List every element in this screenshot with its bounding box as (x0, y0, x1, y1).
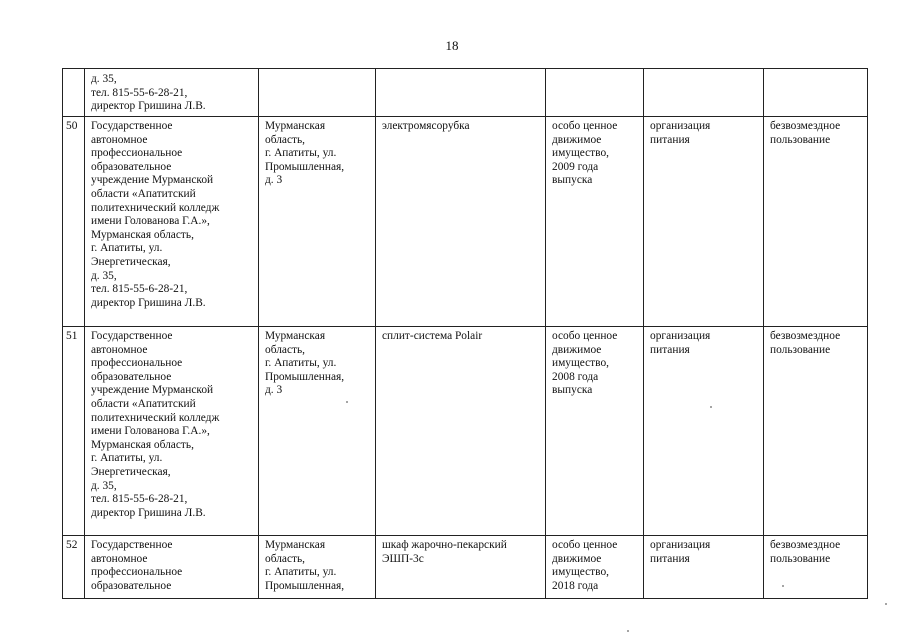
cell-line: профессиональное (91, 147, 183, 160)
category-cell (552, 539, 617, 593)
purpose-cell (650, 539, 710, 566)
cell-line: выпуска (552, 174, 593, 187)
right-cell (770, 330, 840, 357)
cell-line: особо ценное (552, 539, 618, 551)
cell-line: автономное (91, 343, 148, 356)
property-cell (382, 539, 507, 566)
cell-line: имущество, (552, 357, 609, 370)
scan-speck (710, 406, 712, 408)
cell-line: выпуска (552, 384, 593, 397)
cell-line: образовательное (91, 160, 172, 173)
cell-line: питания (650, 343, 690, 356)
cell-line: д. 35, (91, 479, 117, 492)
cell-line: область, (265, 552, 306, 565)
scan-speck (346, 401, 348, 403)
column-divider (375, 68, 376, 598)
row-number: 52 (66, 539, 78, 551)
cell-line: особо ценное (552, 330, 618, 342)
cell-line: безвозмездное (770, 539, 841, 551)
page-number: 18 (445, 38, 459, 53)
cell-line: области «Апатитский (91, 397, 196, 410)
cell-line: г. Апатиты, ул. (91, 242, 163, 255)
cell-line: пользование (770, 343, 831, 356)
cell-line: Мурманская (265, 330, 326, 342)
cell-line: питания (650, 133, 690, 146)
cell-line: 2008 года (552, 370, 599, 383)
right-cell (770, 120, 840, 147)
scan-speck (782, 585, 784, 587)
row-number: 50 (66, 120, 78, 132)
cell-line: ЭШП-3с (382, 552, 424, 565)
cell-line: образовательное (91, 579, 172, 592)
row-divider (63, 326, 867, 327)
cell-line: политехнический колледж (91, 201, 220, 214)
row-divider (63, 535, 867, 536)
org-cell (91, 330, 219, 520)
column-divider (84, 68, 85, 598)
cell-line: движимое (552, 343, 602, 356)
cell-line: имущество, (552, 566, 609, 579)
cell-line: тел. 815-55-6-28-21, (91, 86, 188, 99)
address-cell (265, 539, 344, 593)
cell-line: д. 35, (91, 73, 117, 85)
cell-line: Промышленная, (265, 579, 345, 592)
cell-line: организация (650, 539, 711, 551)
category-cell (552, 120, 617, 188)
cell-line: учреждение Мурманской (91, 174, 214, 187)
cell-line: организация (650, 120, 711, 132)
cell-line: питания (650, 552, 690, 565)
cell-line: образовательное (91, 370, 172, 383)
cell-line: 2009 года (552, 160, 599, 173)
row-number: 51 (66, 330, 78, 342)
cell-line: г. Апатиты, ул. (265, 566, 337, 579)
cell-line: Энергетическая, (91, 255, 171, 268)
cell-line: Государственное (91, 120, 173, 132)
cell-line: Государственное (91, 539, 173, 551)
scan-speck (627, 630, 629, 632)
cell-line: г. Апатиты, ул. (265, 357, 337, 370)
purpose-cell (650, 120, 710, 147)
column-divider (258, 68, 259, 598)
cell-line: шкаф жарочно-пекарский (382, 539, 507, 551)
cell-line: безвозмездное (770, 330, 841, 342)
column-divider (763, 68, 764, 598)
row-divider (63, 68, 867, 69)
cell-line: политехнический колледж (91, 411, 220, 424)
cell-line: имущество, (552, 147, 609, 160)
cell-line: 2018 года (552, 579, 599, 592)
cell-line: Мурманская (265, 539, 326, 551)
cell-line: имени Голованова Г.А.», (91, 425, 210, 438)
cell-line: Промышленная, (265, 160, 345, 173)
property-table (62, 68, 868, 599)
address-cell (265, 330, 344, 398)
cell-line: особо ценное (552, 120, 618, 132)
cell-line: тел. 815-55-6-28-21, (91, 283, 188, 296)
cell-line: имени Голованова Г.А.», (91, 215, 210, 228)
cell-line: пользование (770, 552, 831, 565)
cell-line: Мурманская (265, 120, 326, 132)
property-cell (382, 120, 470, 134)
cell-line: д. 3 (265, 174, 283, 187)
cell-line: г. Апатиты, ул. (91, 452, 163, 465)
scan-speck (885, 603, 887, 605)
cell-line: учреждение Мурманской (91, 384, 214, 397)
cell-line: сплит-система Polair (382, 330, 483, 342)
cell-line: безвозмездное (770, 120, 841, 132)
cell-line: область, (265, 343, 306, 356)
continuation-org-cell (91, 73, 206, 114)
cell-line: пользование (770, 133, 831, 146)
row-divider (63, 116, 867, 117)
column-divider (643, 68, 644, 598)
cell-line: д. 35, (91, 269, 117, 282)
cell-line: движимое (552, 133, 602, 146)
purpose-cell (650, 330, 710, 357)
cell-line: Промышленная, (265, 370, 345, 383)
cell-line: Энергетическая, (91, 465, 171, 478)
cell-line: директор Гришина Л.В. (91, 506, 206, 519)
cell-line: организация (650, 330, 711, 342)
cell-line: Мурманская область, (91, 438, 194, 451)
cell-line: д. 3 (265, 384, 283, 397)
org-cell (91, 539, 182, 593)
cell-line: профессиональное (91, 357, 183, 370)
category-cell (552, 330, 617, 398)
org-cell (91, 120, 219, 310)
cell-line: автономное (91, 552, 148, 565)
cell-line: область, (265, 133, 306, 146)
right-cell (770, 539, 840, 566)
cell-line: автономное (91, 133, 148, 146)
cell-line: движимое (552, 552, 602, 565)
address-cell (265, 120, 344, 188)
cell-line: Государственное (91, 330, 173, 342)
cell-line: профессиональное (91, 566, 183, 579)
cell-line: директор Гришина Л.В. (91, 296, 206, 309)
cell-line: директор Гришина Л.В. (91, 100, 206, 113)
column-divider (545, 68, 546, 598)
property-cell (382, 330, 482, 344)
cell-line: г. Апатиты, ул. (265, 147, 337, 160)
cell-line: области «Апатитский (91, 187, 196, 200)
cell-line: Мурманская область, (91, 228, 194, 241)
cell-line: тел. 815-55-6-28-21, (91, 493, 188, 506)
cell-line: электромясорубка (382, 120, 470, 132)
